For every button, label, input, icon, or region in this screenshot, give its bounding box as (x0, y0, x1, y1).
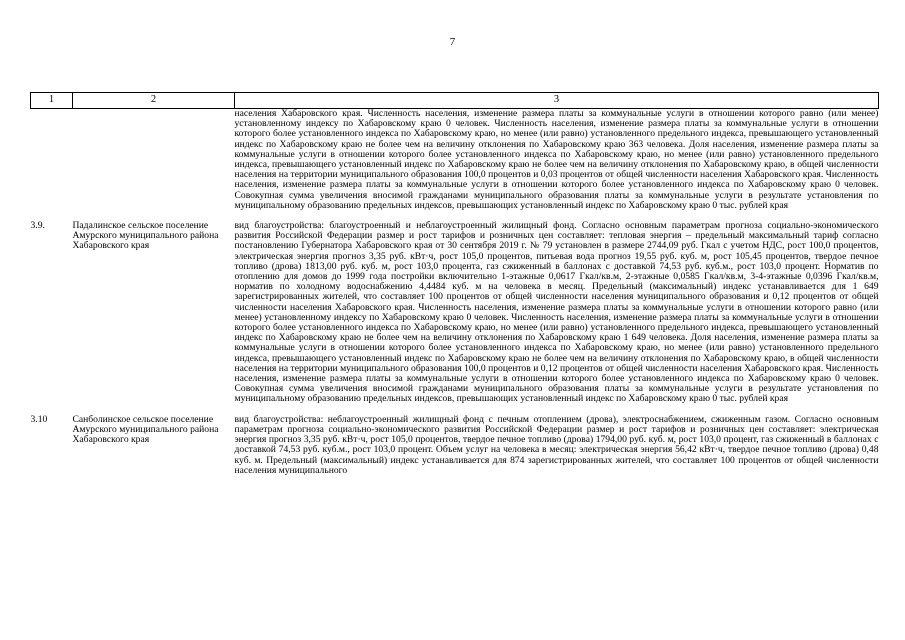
row-number-cell (31, 109, 73, 212)
table-row (31, 415, 879, 476)
indices-table (30, 92, 879, 476)
column-header-1: 1 (31, 93, 73, 109)
continuation-text: населения Хабаровского края. Численность населения, изменение размера платы за коммунальные услуги в отношении которого равно (или менее) установленному индексу по Хабаровскому краю 0 человек. Численность населения, изменение размера платы за коммунальные услуги в отношении которого более установленного индекса по Хабаровскому краю, но менее (или равно) установленного предельного индекса, превышающего установленный индекс по Хабаровскому краю не более чем на величину отклонения по Хабаровскому краю 363 человека. Доля населения, изменение размера платы за коммунальные услуги в отношении которого более установленного индекса по Хабаровскому краю, но менее (или равно) установленного предельного индекса, превышающего установленный индекс по Хабаровскому краю не более чем на величину отклонения по Хабаровскому краю, в общей численности населения на территории муниципального образования 100,0 процентов и 0,03 процентов от общей численности населения Хабаровского края. Численность населения, изменение размера платы за коммунальные услуги в отношении которого более установленного индекса по Хабаровскому краю 0 человек. Совокупная сумма увеличения вносимой гражданами муниципального образования платы за коммунальные услуги в результате установления по муниципальному образованию предельных индексов, превышающих установленный индекс по Хабаровскому краю 0 тыс. рублей края (234, 108, 879, 211)
row-name-cell (73, 109, 235, 212)
row-description: вид благоустройства: неблагоустроенный жилищный фонд с печным отоплением (дрова), электроснабжением, сжиженным газом. Согласно основным параметрам прогноза социально-экономического развития Российской Федерации размер и рост тарифов и розничных цен составляет: электрическая энергия прогноз 3,35 руб. кВт·ч, рост 105,0 процентов, твердое печное топливо (дрова) 1794,00 руб. куб. м, рост 103,0 процент, газ сжиженный в баллонах с доставкой 74,53 руб. куб.м., рост 103,0 процент. Объем услуг на человека в месяц: электрическая энергия 56,42 кВт·ч, твердое печное топливо (дрова) 0,48 куб. м. Предельный (максимальный) индекс устанавливается для 874 зарегистрированных жителей, что составляет 100 процентов от общей численности населения муниципального (234, 413, 879, 476)
row-number: 3.10 (30, 413, 48, 425)
row-description: вид благоустройства: благоустроенный и неблагоустроенный жилищный фонд. Согласно основным параметрам прогноза социально-экономического развития Российской Федерации размер и рост тарифов и розничных цен составляет: тепловая энергия – предельный максимальный тариф согласно постановлению Губернатора Хабаровского края от 30 сентября 2019 г. № 79 установлен в размере 2744,09 руб. Гкал с учетом НДС, рост 100,0 процентов, электрическая энергия прогноз 3,35 руб. кВт·ч, рост 105,0 процентов, питьевая вода прогноз 19,55 руб. куб. м, рост 105,45 процентов, твердое печное топливо (дрова) 1813,00 руб. куб. м, рост 103,0 процента, газ сжиженный в баллонах с доставкой 74,53 руб. куб.м., рост 103,0 процент. Норматив по отоплению для домов до 1999 года постройки включительно 1-этажные 0,0617 Гкал/кв.м, 2-этажные 0,0585 Гкал/кв.м, 3-4-этажные 0,0396 Гкал/кв.м, норматив по холодному водоснабжению 4,4484 куб. м на человека в месяц. Предельный (максимальный) индекс устанавливается для 1 649 зарегистрированных жителей, что составляет 100 процентов от общей численности населения муниципального образования и 0,12 процентов от общей численности населения Хабаровского края. Численность населения, изменение размера платы за коммунальные услуги в отношении которого равно (или менее) установленному индексу по Хабаровскому краю 0 человек. Численность населения, изменение размера платы за коммунальные услуги в отношении которого более установленного индекса по Хабаровскому краю, но менее (или равно) установленного предельного индекса, превышающего установленный индекс по Хабаровскому краю не более чем на величину отклонения по Хабаровскому краю 1 649 человека. Доля населения, изменение размера платы за коммунальные услуги в отношении которого более установленного индекса по Хабаровскому краю, но менее (или равно) установленного предельного индекса, превышающего установленный индекс по Хабаровскому краю не более чем на величину отклонения по Хабаровскому краю, в общей численности населения на территории муниципального образования 100,0 процентов и 0,12 процентов от общей численности населения Хабаровского края. Численность населения, изменение размера платы за коммунальные услуги в отношении которого более установленного индекса по Хабаровскому краю 0 человек. Совокупная сумма увеличения вносимой гражданами муниципального образования платы за коммунальные услуги в результате установления по муниципальному образованию предельных индексов, превышающих установленный индекс по Хабаровскому краю 0 тыс. рублей края (234, 220, 879, 405)
column-header-3: 3 (235, 93, 879, 109)
table-row (31, 221, 879, 405)
table-header-row (31, 93, 879, 109)
column-header-2: 2 (73, 93, 235, 109)
page-number: 7 (449, 36, 456, 48)
table-row-continuation (31, 109, 879, 212)
municipality-name: Санболинское сельское поселение Амурского муниципального района Хабаровского края (72, 413, 219, 446)
row-number: 3.9. (30, 220, 45, 232)
municipality-name: Падалинское сельское поселение Амурского муниципального района Хабаровского края (72, 220, 219, 252)
